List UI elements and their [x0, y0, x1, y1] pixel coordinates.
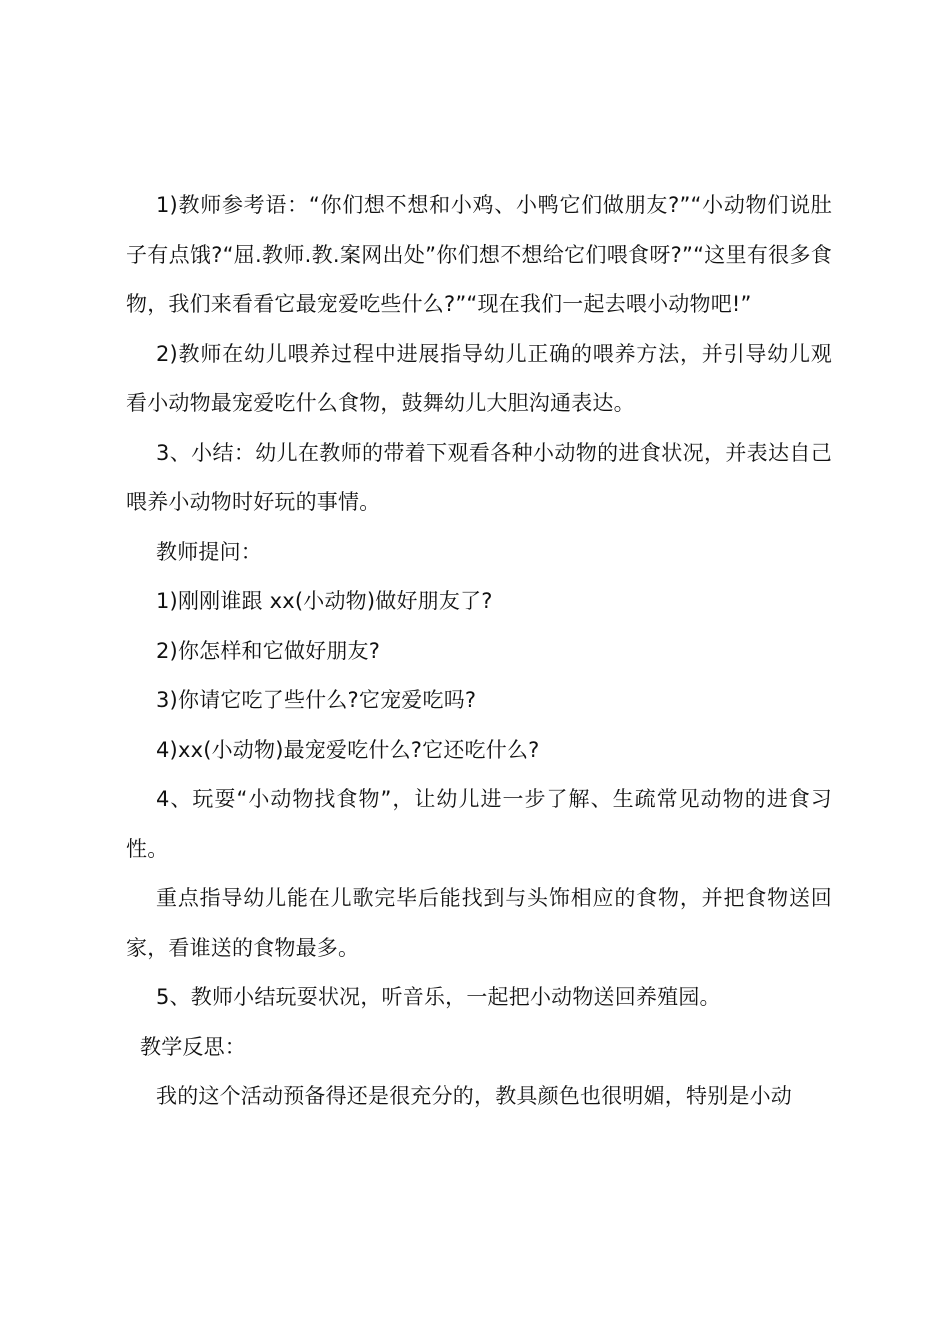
paragraph-reflection-body: 我的这个活动预备得还是很充分的，教具颜色也很明媚，特别是小动 — [156, 1084, 792, 1108]
paragraph-teacher-questions-heading: 教师提问： — [156, 539, 262, 564]
paragraph-teacher-reference-speech: 1)教师参考语：“你们想不想和小鸡、小鸭它们做朋友?”“小动物们说肚子有点饿?“屈.教师.教.案网出处”你们想不想给它们喂食呀?”“这里有很多食物，我们来看看它最宠爱吃些什么?”“现在我们一起去喂小动物吧!” — [126, 193, 832, 316]
paragraph-feeding-guidance: 2)教师在幼儿喂养过程中进展指导幼儿正确的喂养方法，并引导幼儿观看小动物最宠爱吃什么食物，鼓舞幼儿大胆沟通表达。 — [126, 341, 832, 415]
document-body — [126, 181, 832, 1122]
paragraph-teacher-conclusion-step-5: 5、教师小结玩耍状况，听音乐，一起把小动物送回养殖园。 — [156, 985, 721, 1009]
paragraph-teaching-reflection-heading: 教学反思： — [140, 1034, 246, 1059]
paragraph-game-step-4: 4、玩耍“小动物找食物”，让幼儿进一步了解、生疏常见动物的进食习性。 — [126, 787, 832, 861]
paragraph-question-2: 2)你怎样和它做好朋友? — [156, 638, 381, 663]
paragraph-key-guidance: 重点指导幼儿能在儿歌完毕后能找到与头饰相应的食物，并把食物送回家，看谁送的食物最多。 — [126, 886, 832, 960]
paragraph-question-4: 4)xx(小动物)最宠爱吃什么?它还吃什么? — [156, 737, 540, 762]
paragraph-question-1: 1)刚刚谁跟 xx(小动物)做好朋友了? — [156, 589, 493, 613]
paragraph-summary-step-3: 3、小结：幼儿在教师的带着下观看各种小动物的进食状况，并表达自己喂养小动物时好玩的事情。 — [126, 440, 832, 514]
paragraph-question-3: 3)你请它吃了些什么?它宠爱吃吗? — [156, 688, 477, 712]
